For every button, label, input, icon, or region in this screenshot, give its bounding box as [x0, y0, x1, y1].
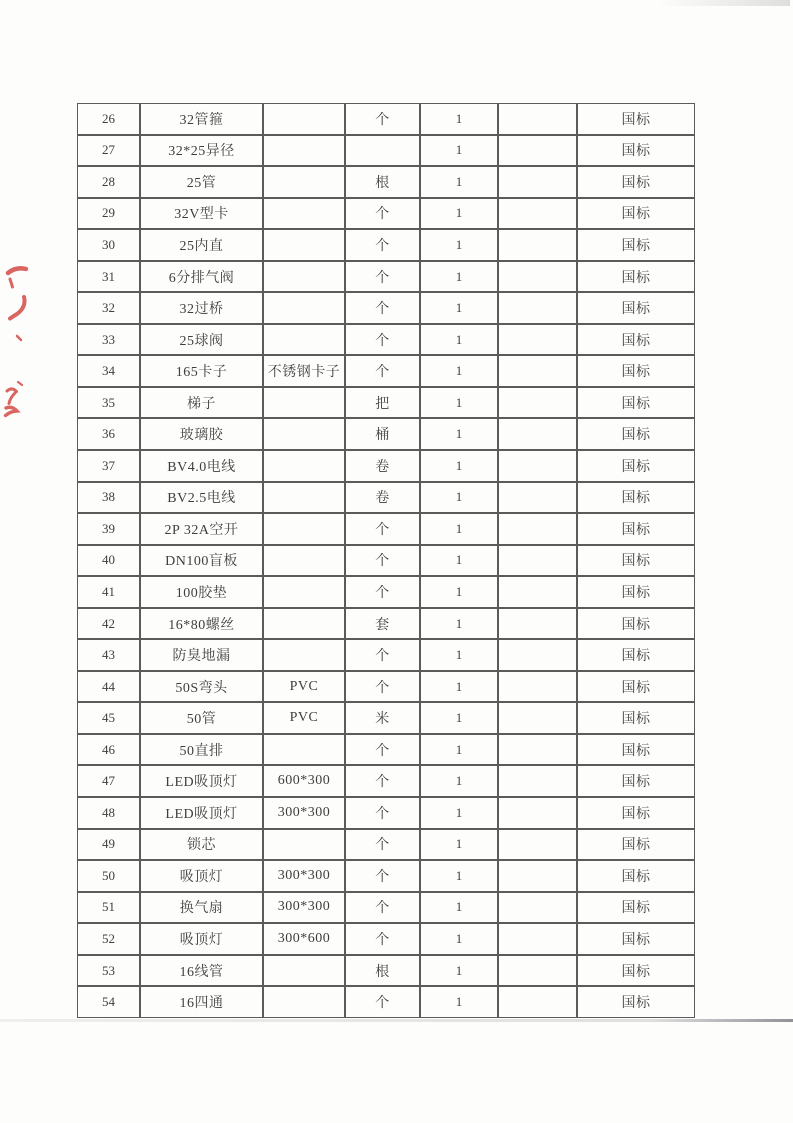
cell-standard: 国标 [577, 482, 695, 514]
cell-blank [498, 545, 577, 577]
cell-blank [498, 324, 577, 356]
table-row [77, 513, 695, 545]
cell-quantity: 1 [420, 734, 498, 766]
table-row [77, 135, 695, 167]
cell-blank [498, 292, 577, 324]
cell-item-name: BV4.0电线 [140, 450, 263, 482]
cell-item-name: 50管 [140, 702, 263, 734]
cell-serial-number: 50 [77, 860, 140, 892]
cell-quantity: 1 [420, 387, 498, 419]
cell-standard: 国标 [577, 986, 695, 1018]
cell-specification: PVC [263, 671, 345, 703]
cell-quantity: 1 [420, 229, 498, 261]
cell-quantity: 1 [420, 450, 498, 482]
cell-specification [263, 135, 345, 167]
cell-item-name: 32V型卡 [140, 198, 263, 230]
cell-quantity: 1 [420, 576, 498, 608]
cell-standard: 国标 [577, 923, 695, 955]
table-row [77, 829, 695, 861]
cell-quantity: 1 [420, 482, 498, 514]
table-row [77, 450, 695, 482]
cell-specification: 300*600 [263, 923, 345, 955]
cell-quantity: 1 [420, 797, 498, 829]
cell-unit: 个 [345, 261, 420, 293]
cell-unit: 个 [345, 892, 420, 924]
cell-standard: 国标 [577, 829, 695, 861]
cell-standard: 国标 [577, 797, 695, 829]
cell-unit: 个 [345, 545, 420, 577]
table-row [77, 261, 695, 293]
cell-unit: 个 [345, 513, 420, 545]
cell-quantity: 1 [420, 860, 498, 892]
cell-blank [498, 671, 577, 703]
cell-specification [263, 608, 345, 640]
cell-unit: 个 [345, 765, 420, 797]
cell-blank [498, 229, 577, 261]
cell-blank [498, 576, 577, 608]
cell-quantity: 1 [420, 765, 498, 797]
cell-specification [263, 418, 345, 450]
cell-standard: 国标 [577, 324, 695, 356]
cell-item-name: 吸顶灯 [140, 860, 263, 892]
cell-serial-number: 53 [77, 955, 140, 987]
cell-standard: 国标 [577, 671, 695, 703]
cell-standard: 国标 [577, 734, 695, 766]
cell-standard: 国标 [577, 198, 695, 230]
cell-blank [498, 955, 577, 987]
table-row [77, 103, 695, 135]
cell-standard: 国标 [577, 387, 695, 419]
cell-standard: 国标 [577, 702, 695, 734]
cell-unit: 个 [345, 576, 420, 608]
cell-specification [263, 986, 345, 1018]
cell-blank [498, 482, 577, 514]
table-row [77, 198, 695, 230]
cell-quantity: 1 [420, 829, 498, 861]
cell-item-name: 32*25异径 [140, 135, 263, 167]
table-row [77, 545, 695, 577]
cell-item-name: 梯子 [140, 387, 263, 419]
cell-serial-number: 33 [77, 324, 140, 356]
cell-item-name: 防臭地漏 [140, 639, 263, 671]
cell-specification [263, 198, 345, 230]
cell-item-name: 165卡子 [140, 355, 263, 387]
cell-quantity: 1 [420, 198, 498, 230]
cell-specification [263, 576, 345, 608]
cell-item-name: 2P 32A空开 [140, 513, 263, 545]
table-row [77, 639, 695, 671]
cell-blank [498, 860, 577, 892]
cell-item-name: 25管 [140, 166, 263, 198]
cell-blank [498, 986, 577, 1018]
cell-serial-number: 39 [77, 513, 140, 545]
red-handwriting-marks [0, 250, 70, 430]
cell-item-name: 16线管 [140, 955, 263, 987]
cell-serial-number: 31 [77, 261, 140, 293]
cell-item-name: 玻璃胶 [140, 418, 263, 450]
cell-item-name: 32过桥 [140, 292, 263, 324]
cell-quantity: 1 [420, 261, 498, 293]
cell-specification [263, 324, 345, 356]
cell-blank [498, 103, 577, 135]
materials-table [77, 103, 695, 1018]
cell-quantity: 1 [420, 892, 498, 924]
cell-serial-number: 49 [77, 829, 140, 861]
cell-item-name: LED吸顶灯 [140, 765, 263, 797]
cell-blank [498, 387, 577, 419]
cell-standard: 国标 [577, 892, 695, 924]
cell-quantity: 1 [420, 923, 498, 955]
table-row [77, 608, 695, 640]
cell-blank [498, 450, 577, 482]
cell-serial-number: 34 [77, 355, 140, 387]
cell-unit: 个 [345, 292, 420, 324]
cell-quantity: 1 [420, 324, 498, 356]
cell-blank [498, 829, 577, 861]
cell-serial-number: 38 [77, 482, 140, 514]
cell-specification [263, 229, 345, 261]
cell-specification: 300*300 [263, 860, 345, 892]
cell-specification: 600*300 [263, 765, 345, 797]
table-row [77, 955, 695, 987]
cell-blank [498, 702, 577, 734]
cell-quantity: 1 [420, 292, 498, 324]
cell-unit [345, 135, 420, 167]
cell-serial-number: 44 [77, 671, 140, 703]
cell-standard: 国标 [577, 860, 695, 892]
cell-serial-number: 30 [77, 229, 140, 261]
table-row [77, 671, 695, 703]
cell-specification [263, 829, 345, 861]
table-row [77, 765, 695, 797]
cell-standard: 国标 [577, 765, 695, 797]
table-row [77, 702, 695, 734]
cell-serial-number: 46 [77, 734, 140, 766]
cell-serial-number: 35 [77, 387, 140, 419]
cell-unit: 个 [345, 671, 420, 703]
cell-blank [498, 923, 577, 955]
cell-standard: 国标 [577, 450, 695, 482]
cell-standard: 国标 [577, 292, 695, 324]
cell-serial-number: 48 [77, 797, 140, 829]
cell-unit: 个 [345, 639, 420, 671]
table-row [77, 892, 695, 924]
cell-specification [263, 482, 345, 514]
cell-specification [263, 955, 345, 987]
cell-item-name: DN100盲板 [140, 545, 263, 577]
cell-unit: 套 [345, 608, 420, 640]
cell-specification [263, 261, 345, 293]
cell-specification: PVC [263, 702, 345, 734]
cell-specification [263, 545, 345, 577]
cell-blank [498, 765, 577, 797]
cell-item-name: 锁芯 [140, 829, 263, 861]
cell-unit: 个 [345, 797, 420, 829]
cell-specification: 300*300 [263, 892, 345, 924]
cell-standard: 国标 [577, 639, 695, 671]
table-row [77, 418, 695, 450]
cell-specification [263, 639, 345, 671]
cell-specification [263, 166, 345, 198]
cell-item-name: 16*80螺丝 [140, 608, 263, 640]
cell-quantity: 1 [420, 608, 498, 640]
cell-quantity: 1 [420, 639, 498, 671]
cell-serial-number: 32 [77, 292, 140, 324]
cell-unit: 个 [345, 198, 420, 230]
cell-unit: 个 [345, 734, 420, 766]
cell-serial-number: 27 [77, 135, 140, 167]
cell-standard: 国标 [577, 355, 695, 387]
cell-standard: 国标 [577, 955, 695, 987]
cell-unit: 把 [345, 387, 420, 419]
cell-standard: 国标 [577, 261, 695, 293]
cell-standard: 国标 [577, 166, 695, 198]
cell-blank [498, 892, 577, 924]
cell-item-name: 16四通 [140, 986, 263, 1018]
cell-item-name: 换气扇 [140, 892, 263, 924]
cell-serial-number: 52 [77, 923, 140, 955]
cell-item-name: 25内直 [140, 229, 263, 261]
cell-unit: 个 [345, 829, 420, 861]
table-row [77, 734, 695, 766]
table-row [77, 324, 695, 356]
cell-quantity: 1 [420, 671, 498, 703]
cell-specification [263, 734, 345, 766]
cell-serial-number: 40 [77, 545, 140, 577]
cell-quantity: 1 [420, 545, 498, 577]
cell-serial-number: 45 [77, 702, 140, 734]
cell-specification [263, 103, 345, 135]
scan-artifact-top [658, 0, 790, 6]
cell-quantity: 1 [420, 355, 498, 387]
cell-unit: 个 [345, 923, 420, 955]
cell-serial-number: 43 [77, 639, 140, 671]
cell-blank [498, 608, 577, 640]
cell-unit: 根 [345, 166, 420, 198]
table-row [77, 229, 695, 261]
cell-standard: 国标 [577, 608, 695, 640]
table-row [77, 482, 695, 514]
cell-serial-number: 28 [77, 166, 140, 198]
cell-item-name: 50直排 [140, 734, 263, 766]
cell-blank [498, 639, 577, 671]
cell-specification [263, 292, 345, 324]
cell-standard: 国标 [577, 418, 695, 450]
scan-artifact-bottom [0, 1019, 793, 1022]
cell-item-name: 50S弯头 [140, 671, 263, 703]
cell-item-name: 32管箍 [140, 103, 263, 135]
table-row [77, 923, 695, 955]
cell-serial-number: 37 [77, 450, 140, 482]
cell-serial-number: 29 [77, 198, 140, 230]
cell-specification: 300*300 [263, 797, 345, 829]
table-row [77, 797, 695, 829]
cell-unit: 卷 [345, 450, 420, 482]
table-row [77, 292, 695, 324]
cell-blank [498, 513, 577, 545]
cell-unit: 卷 [345, 482, 420, 514]
cell-item-name: 6分排气阀 [140, 261, 263, 293]
cell-serial-number: 42 [77, 608, 140, 640]
table-row [77, 860, 695, 892]
cell-serial-number: 47 [77, 765, 140, 797]
cell-standard: 国标 [577, 135, 695, 167]
cell-serial-number: 36 [77, 418, 140, 450]
cell-blank [498, 734, 577, 766]
cell-unit: 个 [345, 986, 420, 1018]
cell-quantity: 1 [420, 513, 498, 545]
cell-unit: 根 [345, 955, 420, 987]
cell-unit: 个 [345, 324, 420, 356]
cell-quantity: 1 [420, 418, 498, 450]
cell-quantity: 1 [420, 986, 498, 1018]
cell-quantity: 1 [420, 166, 498, 198]
cell-item-name: 25球阀 [140, 324, 263, 356]
cell-standard: 国标 [577, 576, 695, 608]
cell-item-name: BV2.5电线 [140, 482, 263, 514]
cell-specification [263, 387, 345, 419]
cell-quantity: 1 [420, 702, 498, 734]
cell-unit: 米 [345, 702, 420, 734]
cell-serial-number: 51 [77, 892, 140, 924]
cell-unit: 个 [345, 355, 420, 387]
cell-blank [498, 261, 577, 293]
cell-standard: 国标 [577, 103, 695, 135]
cell-quantity: 1 [420, 135, 498, 167]
cell-specification: 不锈钢卡子 [263, 355, 345, 387]
table-row [77, 355, 695, 387]
cell-blank [498, 135, 577, 167]
cell-quantity: 1 [420, 103, 498, 135]
cell-item-name: LED吸顶灯 [140, 797, 263, 829]
materials-table-body [77, 103, 695, 1018]
cell-item-name: 100胶垫 [140, 576, 263, 608]
cell-unit: 个 [345, 103, 420, 135]
cell-standard: 国标 [577, 545, 695, 577]
table-row [77, 387, 695, 419]
cell-unit: 个 [345, 229, 420, 261]
cell-specification [263, 450, 345, 482]
cell-serial-number: 54 [77, 986, 140, 1018]
cell-standard: 国标 [577, 513, 695, 545]
cell-unit: 桶 [345, 418, 420, 450]
table-row [77, 986, 695, 1018]
table-row [77, 576, 695, 608]
cell-blank [498, 797, 577, 829]
cell-unit: 个 [345, 860, 420, 892]
cell-specification [263, 513, 345, 545]
cell-blank [498, 198, 577, 230]
cell-blank [498, 355, 577, 387]
cell-serial-number: 41 [77, 576, 140, 608]
cell-quantity: 1 [420, 955, 498, 987]
cell-serial-number: 26 [77, 103, 140, 135]
cell-blank [498, 418, 577, 450]
cell-item-name: 吸顶灯 [140, 923, 263, 955]
cell-standard: 国标 [577, 229, 695, 261]
cell-blank [498, 166, 577, 198]
table-row [77, 166, 695, 198]
